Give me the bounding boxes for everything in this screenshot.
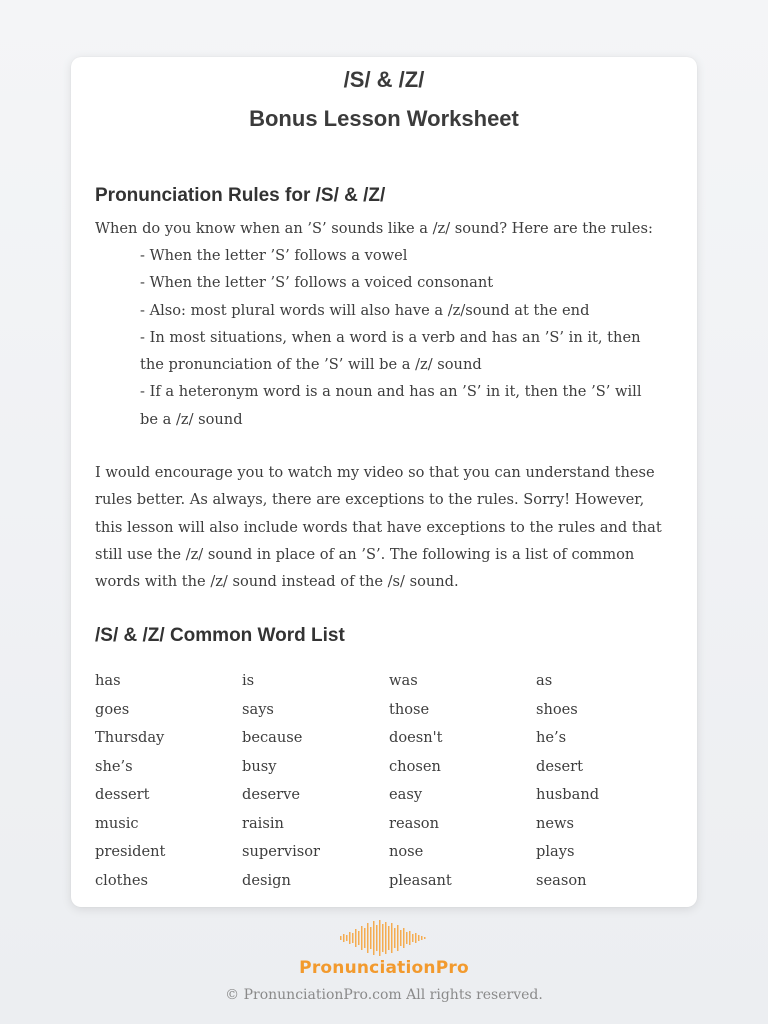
- word-cell: dessert: [95, 786, 150, 803]
- copyright-notice: © PronunciationPro.com All rights reserved.: [225, 987, 543, 1003]
- word-cell: husband: [536, 786, 600, 803]
- rule-item: - If a heteronym word is a noun and has an ’S’ in it, then the ’S’ will be a /z/ sound: [140, 383, 642, 428]
- word-cell: season: [536, 871, 587, 889]
- word-cell: shoes: [536, 700, 578, 718]
- brand-name: PronunciationPro: [299, 958, 469, 978]
- rule-item: - Also: most plural words will also have a /z/sound at the end: [140, 301, 590, 319]
- word-cell: because: [242, 729, 303, 746]
- rule-item: - When the letter ’S’ follows a vowel: [140, 247, 408, 264]
- rule-item: - When the letter ’S’ follows a voiced consonant: [140, 274, 494, 292]
- rules-heading: Pronunciation Rules for /S/ & /Z/: [95, 185, 386, 206]
- word-cell: deserve: [242, 786, 300, 803]
- word-cell: is: [242, 672, 255, 689]
- word-cell: news: [536, 814, 575, 832]
- word-cell: desert: [536, 757, 583, 775]
- rule-item: - In most situations, when a word is a verb and has an ’S’ in it, then the pronunciation of the ’S’ will be a /z/ sound: [140, 328, 641, 374]
- sound-wave-icon: [334, 918, 434, 958]
- word-cell: doesn't: [389, 729, 443, 746]
- word-cell: music: [95, 814, 139, 832]
- worksheet-title: /S/ & /Z/: [343, 67, 425, 92]
- word-cell: reason: [389, 814, 439, 832]
- word-cell: has: [95, 672, 121, 689]
- word-list-grid: [95, 667, 685, 895]
- word-cell: design: [242, 871, 291, 889]
- explanation-paragraph: I would encourage you to watch my video so that you can understand these rules better. As always, there are exceptions to the rules. Sorry! However, this lesson will also include words that have exceptions to the rules and that still use the /z/ sound in place of an ’S’. The following is a list of common words with the /z/ sound instead of the /s/ sound.: [95, 464, 662, 591]
- rules-intro: When do you know when an ’S’ sounds like a /z/ sound? Here are the rules:: [95, 220, 653, 237]
- rules-list: [140, 242, 660, 433]
- word-cell: nose: [389, 843, 424, 860]
- worksheet-subtitle: Bonus Lesson Worksheet: [249, 106, 519, 131]
- word-cell: supervisor: [242, 843, 321, 860]
- word-cell: Thursday: [95, 729, 165, 746]
- word-cell: as: [536, 672, 553, 689]
- worksheet-card: [71, 57, 697, 907]
- word-cell: raisin: [242, 814, 284, 832]
- word-list-heading: /S/ & /Z/ Common Word List: [95, 625, 345, 646]
- word-cell: he’s: [536, 729, 567, 746]
- word-cell: pleasant: [389, 871, 452, 889]
- word-cell: those: [389, 700, 430, 718]
- word-cell: easy: [389, 786, 423, 803]
- word-cell: clothes: [95, 871, 149, 889]
- word-cell: goes: [95, 700, 130, 718]
- brand-logo: [0, 918, 768, 958]
- word-cell: says: [242, 700, 274, 718]
- word-cell: was: [389, 672, 418, 689]
- word-cell: plays: [536, 843, 575, 860]
- word-cell: she’s: [95, 757, 133, 775]
- word-cell: chosen: [389, 757, 441, 775]
- word-cell: busy: [242, 757, 277, 775]
- word-cell: president: [95, 843, 166, 860]
